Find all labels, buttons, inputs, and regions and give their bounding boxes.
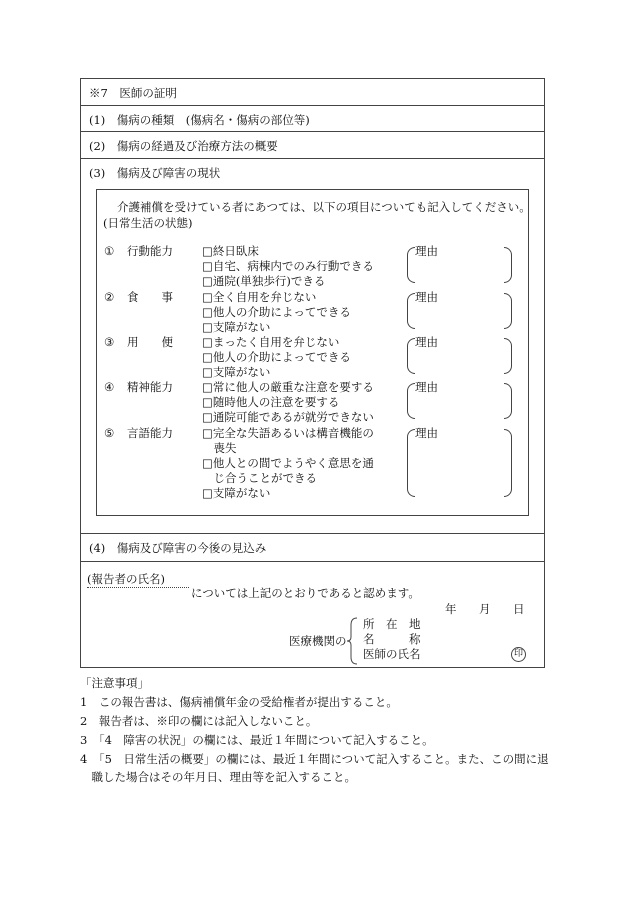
item-number-2: ② [104, 290, 115, 304]
note-3: 3 「4 障害の状況」の欄には、最近１年間について記入すること。 [80, 733, 434, 747]
item-label-speech: 言語能力 [127, 426, 173, 440]
date-month: 月 [479, 602, 491, 616]
item-number-1: ① [104, 244, 115, 258]
reason-brace-right-1 [504, 247, 512, 283]
reason-brace-left-5 [407, 429, 415, 497]
date-year: 年 [445, 602, 457, 616]
option-speech-difficult[interactable]: □他人との間でようやく意思を通 [202, 456, 374, 470]
item-label-mental: 精神能力 [127, 380, 173, 394]
injury-progress-label: (2) 傷病の経過及び治療方法の概要 [89, 139, 278, 153]
institution-brace [346, 617, 358, 665]
reason-brace-left-1 [407, 247, 415, 283]
item-number-4: ④ [104, 380, 115, 394]
doctor-name-label: 医師の氏名 [363, 647, 421, 661]
option-speech-ok[interactable]: □支障がない [202, 486, 271, 500]
option-speech-difficult-cont: じ合うことができる [202, 471, 317, 485]
reason-brace-right-2 [504, 293, 512, 329]
option-mental-constant[interactable]: □常に他人の厳重な注意を要する [202, 380, 374, 394]
reason-brace-left-4 [407, 383, 415, 419]
reason-brace-right-3 [504, 338, 512, 374]
address-label: 所 在 地 [363, 617, 421, 631]
option-eating-none[interactable]: □全く自用を弁じない [202, 290, 317, 304]
reason-label-2: 理由 [415, 290, 438, 304]
doctor-certificate-heading: ※7 医師の証明 [89, 86, 177, 100]
option-bedridden[interactable]: □終日臥床 [202, 244, 259, 258]
note-2: 2 報告者は、※印の欄には記入しないこと。 [80, 714, 318, 728]
row-injury-progress[interactable] [81, 132, 544, 159]
option-mental-occasional[interactable]: □随時他人の注意を要する [202, 395, 340, 409]
row-injury-type[interactable] [81, 106, 544, 132]
confirm-statement: については上記のとおりであると認めます。 [191, 586, 420, 600]
option-speech-aphasia[interactable]: □完全な失語あるいは構音機能の [202, 426, 374, 440]
reason-brace-left-2 [407, 293, 415, 329]
injury-status-label: (3) 傷病及び障害の現状 [89, 166, 221, 180]
option-eating-assisted[interactable]: □他人の介助によってできる [202, 305, 351, 319]
note-4-cont: 職した場合はその年月日、理由等を記入すること。 [80, 770, 356, 784]
option-speech-aphasia-cont: 喪失 [202, 441, 237, 455]
reason-label-3: 理由 [415, 335, 438, 349]
item-label-toilet: 用 便 [127, 335, 173, 349]
injury-type-label: (1) 傷病の種類 (傷病名・傷病の部位等) [89, 113, 310, 127]
reason-label-1: 理由 [415, 244, 438, 258]
row-doctor-certificate [81, 79, 544, 106]
reason-label-4: 理由 [415, 380, 438, 394]
option-mental-no-work[interactable]: □通院可能であるが就労できない [202, 410, 374, 424]
reporter-name-label: (報告者の氏名) [87, 572, 165, 586]
reason-brace-right-5 [504, 429, 512, 497]
reason-brace-left-3 [407, 338, 415, 374]
injury-outlook-label: (4) 傷病及び障害の今後の見込み [89, 541, 267, 555]
option-eating-ok[interactable]: □支障がない [202, 320, 271, 334]
reason-brace-right-4 [504, 383, 512, 419]
row-injury-outlook[interactable] [81, 534, 544, 562]
option-toilet-assisted[interactable]: □他人の介助によってできる [202, 350, 351, 364]
reporter-name-field[interactable] [87, 587, 189, 588]
seal-icon: 印 [511, 647, 526, 662]
date-day: 日 [513, 602, 525, 616]
item-label-mobility: 行動能力 [127, 244, 173, 258]
notes-title: 「注意事項」 [80, 676, 149, 690]
daily-life-box [96, 189, 529, 516]
option-toilet-none[interactable]: □まったく自用を弁じない [202, 335, 340, 349]
item-number-5: ⑤ [104, 426, 115, 440]
institution-label: 医療機関の [289, 634, 347, 648]
item-number-3: ③ [104, 335, 115, 349]
reason-label-5: 理由 [415, 426, 438, 440]
note-4: 4 「5 日常生活の概要」の欄には、最近１年間について記入すること。また、この間に退 [80, 752, 549, 766]
institution-name-label: 名 称 [363, 632, 421, 646]
option-indoor-only[interactable]: □自宅、病棟内でのみ行動できる [202, 259, 374, 273]
daily-life-subtitle: (日常生活の状態) [103, 216, 193, 230]
item-label-eating: 食 事 [127, 290, 173, 304]
medical-certificate-form [80, 78, 545, 668]
note-1: 1 この報告書は、傷病補償年金の受給権者が提出すること。 [80, 695, 398, 709]
option-outpatient-walk[interactable]: □通院(単独歩行)できる [202, 274, 326, 288]
care-intro: 介護補償を受けている者にあつては、以下の項目についても記入してください。 [117, 200, 531, 214]
option-toilet-ok[interactable]: □支障がない [202, 365, 271, 379]
